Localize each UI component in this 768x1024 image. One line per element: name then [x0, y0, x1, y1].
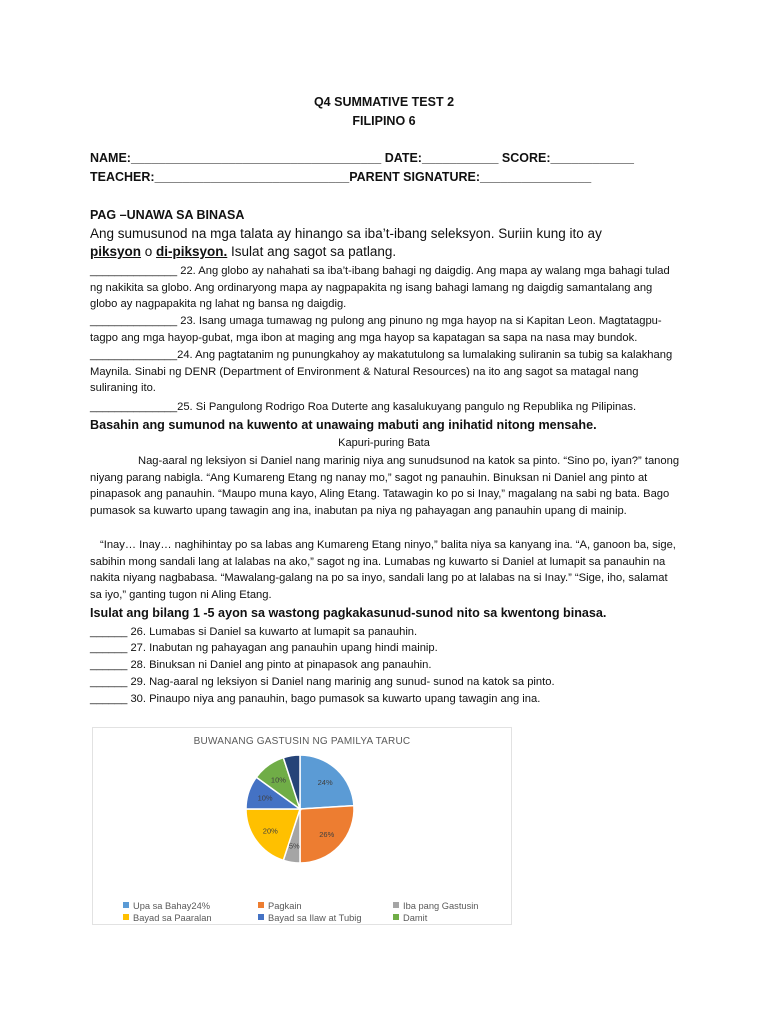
pie-data-label-1: 26% [319, 830, 335, 840]
sequence-item-29: ______ 29. Nag-aaral ng leksiyon si Daniel nang marinig ang sunud- sunod na katok sa pinto. [90, 676, 555, 688]
legend-item [123, 913, 212, 923]
legend-item [393, 913, 427, 923]
story-paragraph-2: “Inay… Inay… naghihintay po sa labas ang Kumareng Etang ninyo,” balita niya sa kanyang ina. “A, ganoon ba, sige, sabihin mong sandali lang at lalabas na ako,” sagot ng ina. Lumabas ng kuwarto si Daniel at lumapit sa panauhin na nakita niyang nagbabasa. “Mawalang-galang na po sa inyo, sandali lang po at lalabas na si Inay.” “Sige, iho, salamat sa iyo,” ganting tugon ni Aling Etang. [90, 539, 676, 601]
intro-dipiksyon: di-piksyon. [156, 244, 228, 259]
legend-swatch [393, 914, 399, 920]
pie-svg [93, 728, 511, 924]
legend-swatch [258, 914, 264, 920]
legend-swatch [123, 902, 129, 908]
question-25: ______________25. Si Pangulong Rodrigo Roa Duterte ang kasalukuyang pangulo ng Republika ng Pilipinas. [90, 401, 637, 413]
intro-text-b: Isulat ang sagot sa patlang. [227, 244, 397, 259]
section-intro [90, 225, 650, 261]
section-heading: PAG –UNAWA SA BINASA [90, 208, 245, 222]
sequence-item-27: ______ 27. Inabutan ng pahayagan ang panauhin upang hindi mainip. [90, 642, 438, 654]
pie-data-label-4: 10% [257, 793, 273, 803]
legend-label: Damit [403, 913, 428, 923]
legend-swatch [123, 914, 129, 920]
sequence-instruction: Isulat ang bilang 1 -5 ayon sa wastong pagkakasunud-sunod nito sa kwentong binasa. [90, 606, 607, 620]
legend-label: Upa sa Bahay24% [133, 901, 211, 911]
subject-title: FILIPINO 6 [352, 114, 416, 128]
sequence-item-28: ______ 28. Binuksan ni Daniel ang pinto at pinapasok ang panauhin. [90, 659, 432, 671]
story-paragraph-1: Nag-aaral ng leksiyon si Daniel nang marinig niya ang sunudsunod na katok sa pinto. “Sino po, iyan?” tanong niyang parang nabigla. “Ang Kumareng Etang ng nanay mo,” sagot ng panauhin. Binuksan ni Daniel ang pinto at pinapasok ang panauhin. “Maupo muna kayo, Aling Etang. Tatawagin ko po si Inay,” magalang na sabi ng bata. Bago pumasok sa kuwarto upang tawagin ang ina, inabutan pa niya ng pahayagan ang panauhin upang di mainip. [90, 455, 680, 517]
pie-data-label-5: 10% [270, 775, 286, 785]
intro-text-o: o [141, 244, 157, 259]
legend-item [393, 901, 478, 911]
legend-item [258, 913, 362, 923]
legend-swatch [393, 902, 399, 908]
sequence-item-30: ______ 30. Pinaupo niya ang panauhin, bago pumasok sa kuwarto upang tawagin ang ina. [90, 693, 541, 705]
test-title: Q4 SUMMATIVE TEST 2 [313, 95, 455, 109]
legend-label: Bayad sa Paaralan [133, 913, 212, 923]
reading-instruction: Basahin ang sumunod na kuwento at unawaing mabuti ang inihatid nitong mensahe. [90, 418, 597, 432]
question-24: ______________24. Ang pagtatanim ng punungkahoy ay makatutulong sa lumalaking suliranin sa tubig sa kalakhang Maynila. Sinabi ng DENR (Department of Environment & Natural Resources) na ito ang sagot sa matagal nang suliraning ito. [90, 349, 673, 395]
legend-item [123, 901, 210, 911]
legend-item [258, 901, 302, 911]
sequence-item-26: ______ 26. Lumabas si Daniel sa kuwarto at lumapit sa panauhin. [90, 626, 418, 638]
chart-title: BUWANANG GASTUSIN NG PAMILYA TARUC [193, 736, 411, 747]
story-title: Kapuri-puring Bata [338, 437, 430, 449]
legend-swatch [258, 902, 264, 908]
legend-label: Pagkain [268, 901, 302, 911]
legend-label: Bayad sa Ilaw at Tubig [268, 913, 362, 923]
pie-data-label-2: 5% [288, 841, 300, 851]
pie-data-label-3: 20% [262, 826, 278, 836]
intro-text-a: Ang sumusunod na mga talata ay hinango sa iba’t-ibang seleksyon. Suriin kung ito ay [90, 226, 602, 241]
name-date-score-line: NAME:____________________________________ DATE:___________ SCORE:____________ [90, 151, 634, 165]
pie-chart [92, 727, 512, 925]
legend-label: Iba pang Gastusin [403, 901, 479, 911]
intro-piksyon: piksyon [90, 244, 142, 259]
question-23: ______________ 23. Isang umaga tumawag ng pulong ang pinuno ng mga hayop na si Kapitan Leon. Magtatagpu-tagpo ang mga hayop-gubat, mga ibon at maging ang mga hayop sa kapatagan sa sapa na nasa may bundok. [90, 315, 662, 344]
teacher-parent-line: TEACHER:____________________________PARENT SIGNATURE:________________ [90, 170, 592, 184]
pie-data-label-0: 24% [317, 778, 333, 788]
question-22: ______________ 22. Ang globo ay nahahati sa iba’t-ibang bahagi ng daigdig. Ang mapa ay walang mga bahagi tulad ng nakikita sa globo. Ang ordinaryong mapa ay nagpapakita ng isang bahagi lamang ng daigdig samantalang ang globo ay nagpapakita ng lahat ng bansa ng daigdig. [90, 265, 670, 311]
